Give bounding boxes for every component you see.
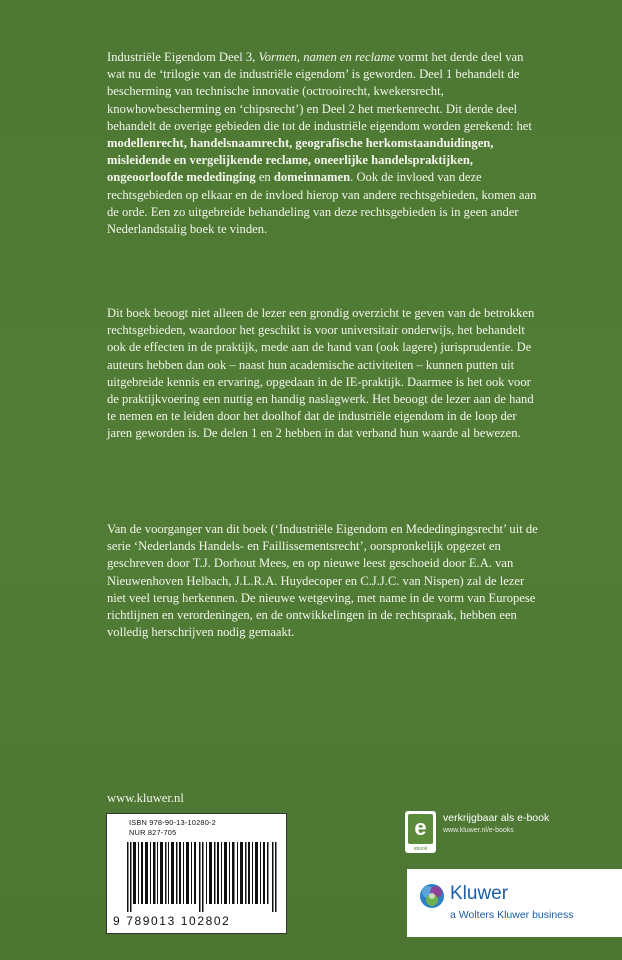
blurb-paragraph-1: [107, 49, 539, 238]
blurb-text: Industriële Eigendom Deel 3,: [107, 50, 259, 64]
ebook-icon: [405, 811, 436, 853]
topic-bold-domeinnamen: domeinnamen: [273, 170, 351, 185]
barcode-bars: [127, 842, 277, 912]
publisher-logo-box: [407, 869, 622, 937]
ebook-icon-tag: ebook: [413, 846, 428, 852]
ebook-available-label: verkrijgbaar als e-book: [443, 812, 550, 824]
publisher-website: www.kluwer.nl: [107, 791, 184, 805]
blurb-text: en: [255, 170, 274, 185]
isbn-barcode: [106, 813, 287, 934]
publisher-tagline: a Wolters Kluwer business: [450, 909, 574, 921]
publisher-name: Kluwer: [450, 883, 509, 904]
isbn-text: ISBN 978-90-13-10280-2: [129, 818, 216, 827]
subtitle-italic: Vormen, namen en reclame: [258, 50, 396, 64]
kluwer-globe-icon: [419, 883, 445, 909]
ebook-icon-letter: e: [408, 814, 433, 844]
blurb-text: vormt het derde deel van wat nu de ‘trilogie van de industriële eigendom’ is geworden. Deel 1 behandelt de bescherming van technische innovatie (octrooirecht, kwekersrecht, knowhowbescherming en ‘chipsrecht’) en Deel 2 het merkenrecht. Dit derde deel behandelt de overige gebieden die tot de industriële eigendom worden gerekend: het: [107, 50, 532, 133]
topics-bold: modellenrecht, handelsnaamrecht, geografische herkomstaanduidingen, misleidende en vergelijkende reclame, oneerlijke handelspraktijken, ongeoorloofde mededinging: [107, 136, 494, 185]
blurb-text: . Ook de invloed van deze rechtsgebieden op elkaar en de invloed hierop van andere rechtsgebieden, komen aan de orde. Een zo uitgebreide behandeling van deze rechtsgebieden is in geen ander Nederlandstalig boek te vinden.: [107, 170, 537, 237]
blurb-paragraph-2: Dit boek beoogt niet alleen de lezer een grondig overzicht te geven van de betrokken rechtsgebieden, waardoor het geschikt is voor universitair onderwijs, het behandelt ook de effecten in de praktijk, mede aan de hand van (ook lagere) jurisprudentie. De auteurs hebben dan ook – naast hun academische activiteiten – kunnen putten uit uitgebreide kennis en ervaring, opgedaan in de IE-praktijk. Daarmee is het ook voor de praktijkvoering een nuttig en handig naslagwerk. Het beoogt de lezer aan de hand te nemen en te leiden door het doolhof dat de industriële eigendom in de loop der jaren geworden is. De delen 1 en 2 hebben in dat verband hun waarde al bewezen.: [107, 306, 535, 441]
ebook-url: www.kluwer.nl/e-books: [443, 827, 514, 834]
barcode-digits: 9 789013 102802: [113, 914, 231, 928]
blurb-paragraph-3: Van de voorganger van dit boek (‘Industriële Eigendom en Mededingingsrecht’ uit de serie ‘Nederlands Handels- en Faillissementsrecht’, oorspronkelijk opgezet en geschreven door T.J. Dorhout Mees, en op nieuwe leest geschoeid door E.A. van Nieuwenhoven Helbach, J.L.R.A. Huydecoper en C.J.J.C. van Nispen) zal de lezer niet veel terug herkennen. De nieuwe wetgeving, met name in de vorm van Europese richtlijnen en verordeningen, en de ontwikkelingen in de rechtspraak, hebben een volledig herschrijven nodig gemaakt.: [107, 522, 538, 640]
nur-text: NUR 827-705: [129, 828, 177, 837]
